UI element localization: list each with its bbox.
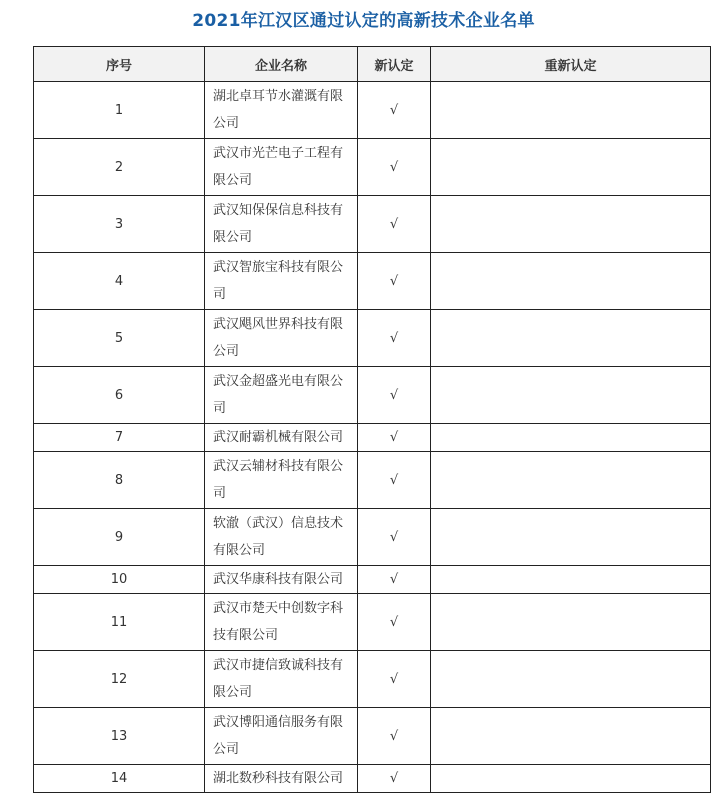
table-row xyxy=(34,139,711,196)
row-name: 软澈（武汉）信息技术有限公司 xyxy=(205,509,358,566)
row-seq: 12 xyxy=(34,651,205,708)
header-name: 企业名称 xyxy=(205,47,358,82)
row-re-cert xyxy=(431,253,711,310)
row-name: 武汉市光芒电子工程有限公司 xyxy=(205,139,358,196)
row-name: 武汉金超盛光电有限公司 xyxy=(205,367,358,424)
table-row xyxy=(34,310,711,367)
table-row xyxy=(34,765,711,793)
row-seq: 11 xyxy=(34,594,205,651)
row-seq: 2 xyxy=(34,139,205,196)
row-re-cert xyxy=(431,765,711,793)
row-new-cert: √ xyxy=(358,452,431,509)
row-new-cert: √ xyxy=(358,196,431,253)
row-seq: 1 xyxy=(34,82,205,139)
row-new-cert: √ xyxy=(358,367,431,424)
row-name: 武汉飓风世界科技有限公司 xyxy=(205,310,358,367)
table-row xyxy=(34,594,711,651)
table-row xyxy=(34,367,711,424)
row-new-cert: √ xyxy=(358,566,431,594)
row-name: 湖北数秒科技有限公司 xyxy=(205,765,358,793)
row-new-cert: √ xyxy=(358,310,431,367)
row-seq: 10 xyxy=(34,566,205,594)
row-new-cert: √ xyxy=(358,594,431,651)
row-re-cert xyxy=(431,424,711,452)
row-new-cert: √ xyxy=(358,253,431,310)
table-row xyxy=(34,566,711,594)
row-re-cert xyxy=(431,310,711,367)
row-name: 武汉知保保信息科技有限公司 xyxy=(205,196,358,253)
row-seq: 13 xyxy=(34,708,205,765)
row-new-cert: √ xyxy=(358,509,431,566)
table-row xyxy=(34,651,711,708)
table-row xyxy=(34,82,711,139)
row-re-cert xyxy=(431,196,711,253)
table-row xyxy=(34,424,711,452)
row-re-cert xyxy=(431,452,711,509)
table-row xyxy=(34,253,711,310)
row-seq: 7 xyxy=(34,424,205,452)
table-row xyxy=(34,196,711,253)
row-seq: 4 xyxy=(34,253,205,310)
row-name: 武汉耐霸机械有限公司 xyxy=(205,424,358,452)
header-seq: 序号 xyxy=(34,47,205,82)
row-new-cert: √ xyxy=(358,765,431,793)
table-row xyxy=(34,708,711,765)
row-name: 武汉智旅宝科技有限公司 xyxy=(205,253,358,310)
table-row xyxy=(34,509,711,566)
row-new-cert: √ xyxy=(358,708,431,765)
row-re-cert xyxy=(431,594,711,651)
header-new-cert: 新认定 xyxy=(358,47,431,82)
row-seq: 3 xyxy=(34,196,205,253)
page-title: 2021年江汉区通过认定的高新技术企业名单 xyxy=(192,11,535,31)
row-seq: 9 xyxy=(34,509,205,566)
row-seq: 5 xyxy=(34,310,205,367)
row-seq: 6 xyxy=(34,367,205,424)
row-re-cert xyxy=(431,708,711,765)
row-new-cert: √ xyxy=(358,651,431,708)
row-name: 武汉华康科技有限公司 xyxy=(205,566,358,594)
row-re-cert xyxy=(431,367,711,424)
row-re-cert xyxy=(431,509,711,566)
row-seq: 8 xyxy=(34,452,205,509)
header-re-cert: 重新认定 xyxy=(431,47,711,82)
row-re-cert xyxy=(431,566,711,594)
enterprise-table xyxy=(33,46,711,793)
row-seq: 14 xyxy=(34,765,205,793)
row-new-cert: √ xyxy=(358,424,431,452)
table-header-row xyxy=(34,47,711,82)
table-row xyxy=(34,452,711,509)
row-re-cert xyxy=(431,82,711,139)
row-re-cert xyxy=(431,139,711,196)
row-re-cert xyxy=(431,651,711,708)
row-name: 武汉博阳通信服务有限公司 xyxy=(205,708,358,765)
row-new-cert: √ xyxy=(358,82,431,139)
row-new-cert: √ xyxy=(358,139,431,196)
row-name: 武汉市捷信致诚科技有限公司 xyxy=(205,651,358,708)
row-name: 武汉市楚天中创数字科技有限公司 xyxy=(205,594,358,651)
row-name: 湖北卓耳节水灌溉有限公司 xyxy=(205,82,358,139)
row-name: 武汉云辅材科技有限公司 xyxy=(205,452,358,509)
